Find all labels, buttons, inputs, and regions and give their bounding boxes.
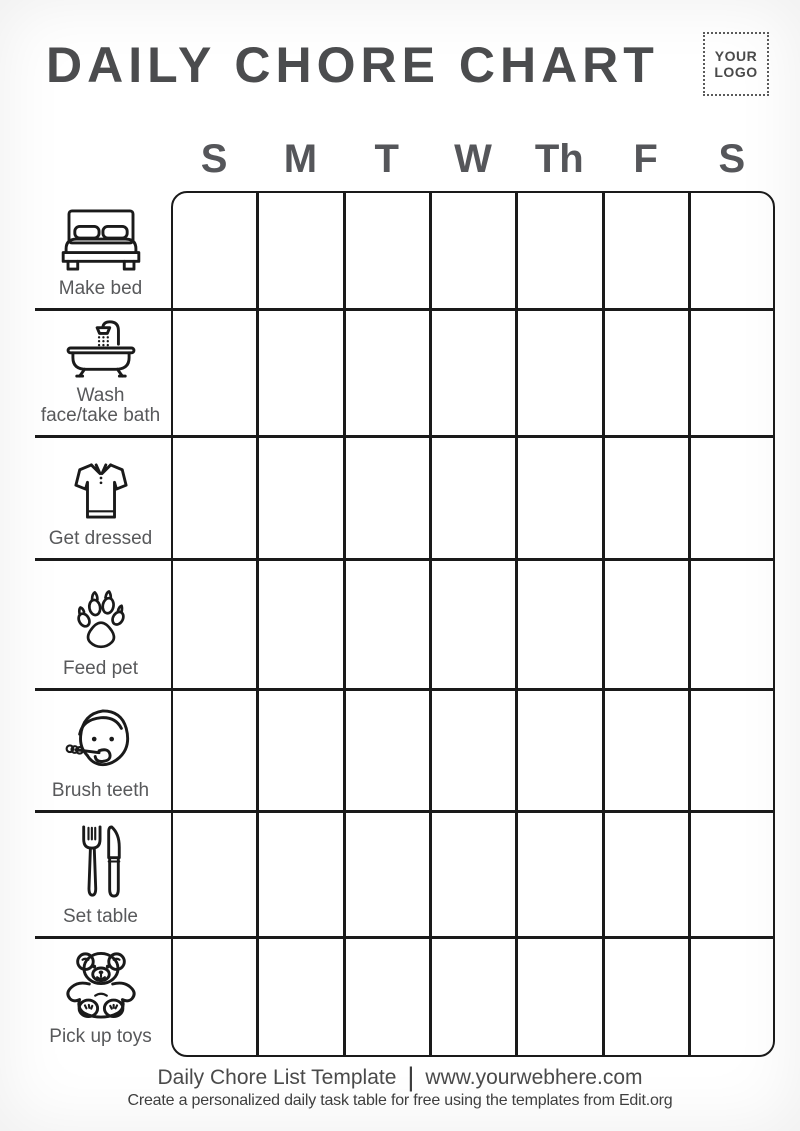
chore-label: Set table (63, 906, 138, 928)
chore-cell-r5-c7[interactable] (689, 689, 775, 811)
chore-cell-r3-c3[interactable] (344, 436, 430, 559)
bathtub-icon (64, 317, 138, 379)
chore-label: Wash (76, 384, 125, 406)
chore-cell-r7-c3[interactable] (344, 937, 430, 1057)
chore-cell-r4-c4[interactable] (430, 559, 516, 689)
chore-cell-r4-c7[interactable] (689, 559, 775, 689)
chore-cell-r5-c1[interactable] (171, 689, 257, 811)
chore-label: Get dressed (48, 528, 153, 550)
paw-icon (76, 588, 126, 652)
chore-cell-r4-c3[interactable] (344, 559, 430, 689)
footer-website: www.yourwebhere.com (425, 1065, 643, 1089)
chore-cell-r6-c6[interactable] (602, 811, 688, 937)
chore-cell-r3-c6[interactable] (602, 436, 688, 559)
day-header-wednesday: W (454, 137, 492, 181)
day-header-row (171, 130, 775, 186)
chore-row-wash-face (30, 309, 171, 436)
footer-template-name: Daily Chore List Template (157, 1065, 397, 1089)
chore-cell-r7-c5[interactable] (516, 937, 602, 1057)
chore-cell-r7-c2[interactable] (257, 937, 343, 1057)
day-header-sunday: S (200, 137, 228, 181)
page-title: DAILY CHORE CHART (46, 37, 659, 93)
footer-credit (0, 1062, 800, 1093)
day-header-saturday: S (718, 137, 746, 181)
day-header-friday: F (633, 137, 658, 181)
chore-row-pick-up-toys (30, 937, 171, 1057)
chore-row-get-dressed (30, 436, 171, 559)
chore-cell-r1-c1[interactable] (171, 191, 257, 309)
bed-icon (58, 208, 144, 272)
chore-cell-r3-c1[interactable] (171, 436, 257, 559)
chore-cell-r3-c4[interactable] (430, 436, 516, 559)
chore-label: face/take bath (40, 405, 161, 427)
chore-cell-r2-c5[interactable] (516, 309, 602, 436)
chore-cell-r4-c2[interactable] (257, 559, 343, 689)
day-header-tuesday: T (374, 137, 399, 181)
chore-cell-r2-c4[interactable] (430, 309, 516, 436)
chore-cell-r5-c3[interactable] (344, 689, 430, 811)
chore-cell-r7-c6[interactable] (602, 937, 688, 1057)
chore-cell-r6-c5[interactable] (516, 811, 602, 937)
chore-label: Feed pet (63, 658, 138, 680)
chore-cell-r6-c4[interactable] (430, 811, 516, 937)
chore-cell-r7-c4[interactable] (430, 937, 516, 1057)
chore-cell-r2-c3[interactable] (344, 309, 430, 436)
cutlery-icon (76, 823, 126, 900)
logo-text-line1: YOUR (714, 47, 758, 64)
logo-text-line2: LOGO (714, 64, 758, 80)
chore-label: Brush teeth (51, 780, 150, 802)
chore-cell-r5-c6[interactable] (602, 689, 688, 811)
chore-cell-r6-c1[interactable] (171, 811, 257, 937)
chore-cell-r7-c1[interactable] (171, 937, 257, 1057)
chore-cell-r4-c6[interactable] (602, 559, 688, 689)
chore-cell-r4-c5[interactable] (516, 559, 602, 689)
chore-cell-r1-c2[interactable] (257, 191, 343, 309)
chore-cell-r1-c3[interactable] (344, 191, 430, 309)
chore-cell-r2-c6[interactable] (602, 309, 688, 436)
footer-tagline: Create a personalized daily task table for free using the templates from Edit.org (127, 1092, 673, 1109)
chore-row-feed-pet (30, 559, 171, 689)
chore-cell-r6-c2[interactable] (257, 811, 343, 937)
chore-cell-r7-c7[interactable] (689, 937, 775, 1057)
chore-cell-r1-c5[interactable] (516, 191, 602, 309)
chore-cell-r3-c2[interactable] (257, 436, 343, 559)
chore-row-brush-teeth (30, 689, 171, 811)
chore-cell-r6-c3[interactable] (344, 811, 430, 937)
chore-cell-r5-c4[interactable] (430, 689, 516, 811)
chore-cell-r1-c6[interactable] (602, 191, 688, 309)
day-header-thursday: Th (534, 137, 584, 181)
chore-cells-grid (171, 191, 775, 1057)
shirt-icon (73, 460, 129, 522)
chore-cell-r2-c2[interactable] (257, 309, 343, 436)
teddy-bear-icon (61, 950, 141, 1020)
chore-label: Pick up toys (49, 1026, 152, 1048)
chore-row-make-bed (30, 191, 171, 309)
chore-cell-r3-c5[interactable] (516, 436, 602, 559)
toothbrush-face-icon (62, 708, 140, 774)
chore-cell-r6-c7[interactable] (689, 811, 775, 937)
chore-row-set-table (30, 811, 171, 937)
chore-cell-r4-c1[interactable] (171, 559, 257, 689)
chore-cell-r2-c1[interactable] (171, 309, 257, 436)
chore-label: Make bed (58, 278, 143, 300)
chore-cell-r1-c4[interactable] (430, 191, 516, 309)
chore-cell-r3-c7[interactable] (689, 436, 775, 559)
chore-cell-r1-c7[interactable] (689, 191, 775, 309)
chore-cell-r5-c5[interactable] (516, 689, 602, 811)
footer-separator: | (407, 1062, 415, 1092)
logo-placeholder (703, 32, 769, 96)
day-header-monday: M (283, 137, 318, 181)
chore-cell-r2-c7[interactable] (689, 309, 775, 436)
chore-cell-r5-c2[interactable] (257, 689, 343, 811)
